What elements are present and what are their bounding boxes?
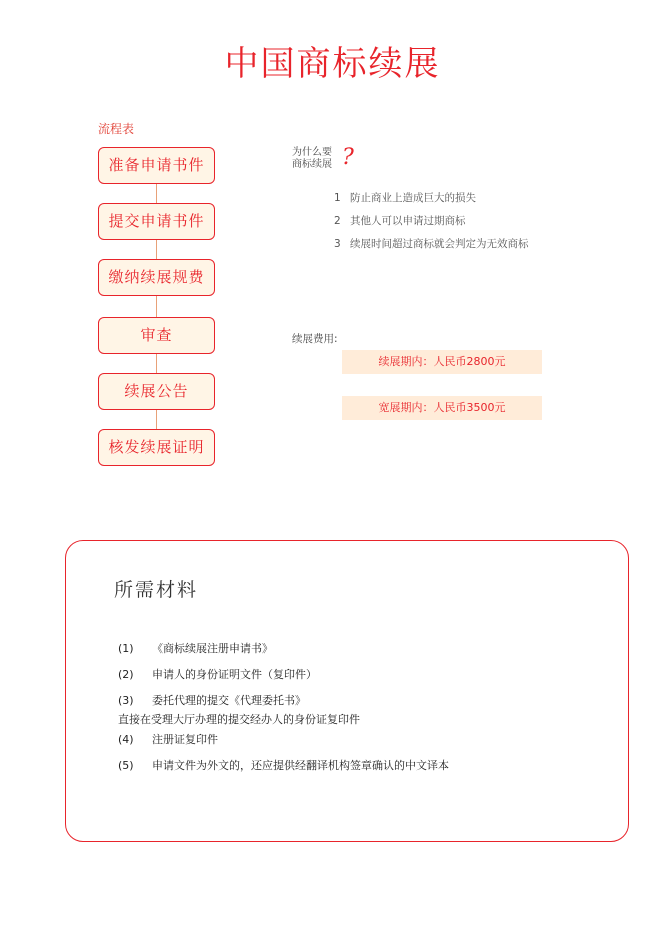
material-text: 委托代理的提交《代理委托书》 (152, 694, 306, 707)
fee-label: 续展费用: (292, 333, 338, 345)
fee-grace-period: 宽展期内：人民币3500元 (342, 396, 542, 420)
reason-text: 续展时间超过商标就会判定为无效商标 (350, 238, 529, 250)
material-item (118, 666, 317, 682)
material-number: (1) (118, 642, 134, 655)
why-heading (292, 147, 332, 171)
question-mark-icon: ? (342, 145, 354, 170)
materials-title: 所需材料 (114, 579, 199, 601)
flow-step-submit: 提交申请书件 (98, 203, 215, 240)
material-item (118, 757, 449, 773)
material-number: (5) (118, 759, 134, 772)
material-item (118, 731, 218, 747)
reason-item (334, 236, 529, 251)
material-number: (2) (118, 668, 134, 681)
flow-step-certificate: 核发续展证明 (98, 429, 215, 466)
material-text: 注册证复印件 (152, 733, 218, 746)
reason-text: 其他人可以申请过期商标 (350, 215, 466, 227)
fee-renewal-period: 续展期内：人民币2800元 (342, 350, 542, 374)
reason-number: 2 (334, 215, 341, 227)
why-line-2: 商标续展 (292, 159, 332, 170)
flow-step-pay: 缴纳续展规费 (98, 259, 215, 296)
flow-label: 流程表 (98, 122, 135, 136)
material-text: 申请文件为外文的，还应提供经翻译机构签章确认的中文译本 (152, 759, 449, 772)
material-item (118, 640, 273, 656)
flow-step-announce: 续展公告 (98, 373, 215, 410)
why-line-1: 为什么要 (292, 147, 332, 158)
reason-number: 1 (334, 192, 341, 204)
reason-item (334, 213, 466, 228)
material-item (118, 692, 306, 708)
material-text: 申请人的身份证明文件（复印件） (152, 668, 317, 681)
material-sub-note: 直接在受理大厅办理的提交经办人的身份证复印件 (118, 713, 360, 726)
flow-step-review: 审查 (98, 317, 215, 354)
flow-step-prepare: 准备申请书件 (98, 147, 215, 184)
page-title: 中国商标续展 (224, 44, 441, 84)
material-number: (4) (118, 733, 134, 746)
reason-number: 3 (334, 238, 341, 250)
materials-panel (65, 540, 629, 842)
reason-text: 防止商业上造成巨大的损失 (350, 192, 476, 204)
material-number: (3) (118, 694, 134, 707)
reason-item (334, 190, 476, 205)
material-text: 《商标续展注册申请书》 (152, 642, 273, 655)
